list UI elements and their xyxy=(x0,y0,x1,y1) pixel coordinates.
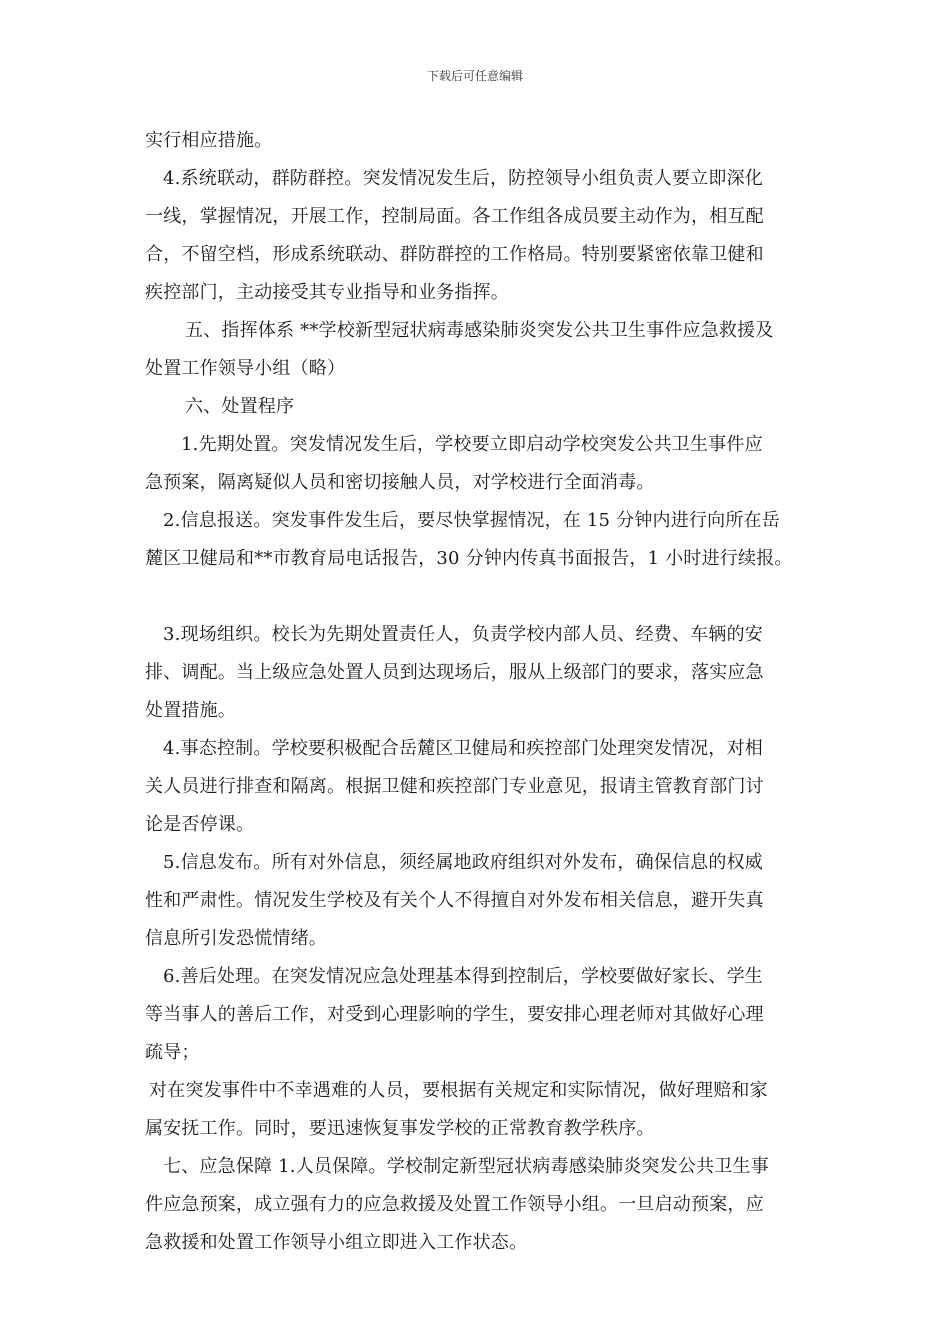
text-line: 疏导； xyxy=(145,1042,200,1063)
text-line: 急预案，隔离疑似人员和密切接触人员，对学校进行全面消毒。 xyxy=(145,472,655,493)
page-header: 下载后可任意编辑 xyxy=(426,69,523,83)
text-line: 论是否停课。 xyxy=(145,814,255,835)
section-heading-6: 六、处置程序 xyxy=(185,396,295,417)
text-line: 2.信息报送。突发事件发生后，要尽快掌握情况，在 15 分钟内进行向所在岳 xyxy=(163,510,780,531)
text-line: 3.现场组织。校长为先期处置责任人，负责学校内部人员、经费、车辆的安 xyxy=(163,624,763,645)
text-line: 麓区卫健局和**市教育局电话报告，30 分钟内传真书面报告，1 小时进行续报。 xyxy=(145,548,793,569)
text-line: 1.先期处置。突发情况发生后，学校要立即启动学校突发公共卫生事件应 xyxy=(181,434,763,455)
section-heading-7: 七、应急保障 1.人员保障。学校制定新型冠状病毒感染肺炎突发公共卫生事 xyxy=(163,1156,769,1177)
text-line: 疾控部门，主动接受其专业指导和业务指挥。 xyxy=(145,282,509,303)
blank-line xyxy=(145,578,815,616)
text-line: 6.善后处理。在突发情况应急处理基本得到控制后，学校要做好家长、学生 xyxy=(163,966,763,987)
text-line: 关人员进行排查和隔离。根据卫健和疾控部门专业意见，报请主管教育部门讨 xyxy=(145,776,764,797)
text-line: 4.系统联动，群防群控。突发情况发生后，防控领导小组负责人要立即深化 xyxy=(163,168,763,189)
text-line: 一线，掌握情况，开展工作，控制局面。各工作组各成员要主动作为，相互配 xyxy=(145,206,764,227)
text-line: 属安抚工作。同时，要迅速恢复事发学校的正常教育教学秩序。 xyxy=(145,1118,655,1139)
text-line: 实行相应措施。 xyxy=(145,130,273,151)
text-line: 4.事态控制。学校要积极配合岳麓区卫健局和疾控部门处理突发情况，对相 xyxy=(163,738,763,759)
text-line: 急救援和处置工作领导小组立即进入工作状态。 xyxy=(145,1232,528,1253)
text-line: 5.信息发布。所有对外信息，须经属地政府组织对外发布，确保信息的权威 xyxy=(163,852,763,873)
document-body xyxy=(145,122,815,1262)
text-line: 件应急预案，成立强有力的应急救援及处置工作领导小组。一旦启动预案，应 xyxy=(145,1194,764,1215)
text-line: 信息所引发恐慌情绪。 xyxy=(145,928,327,949)
text-line: 合，不留空档，形成系统联动、群防群控的工作格局。特别要紧密依靠卫健和 xyxy=(145,244,764,265)
text-line: 对在突发事件中不幸遇难的人员，要根据有关规定和实际情况，做好理赔和家 xyxy=(149,1080,768,1101)
section-heading-5: 五、指挥体系 **学校新型冠状病毒感染肺炎突发公共卫生事件应急救援及 xyxy=(185,320,774,341)
text-line: 处置措施。 xyxy=(145,700,236,721)
text-line: 排、调配。当上级应急处置人员到达现场后，服从上级部门的要求，落实应急 xyxy=(145,662,764,683)
text-line: 处置工作领导小组（略） xyxy=(145,358,346,379)
text-line: 性和严肃性。情况发生学校及有关个人不得擅自对外发布相关信息，避开失真 xyxy=(145,890,764,911)
text-line: 等当事人的善后工作，对受到心理影响的学生，要安排心理老师对其做好心理 xyxy=(145,1004,764,1025)
